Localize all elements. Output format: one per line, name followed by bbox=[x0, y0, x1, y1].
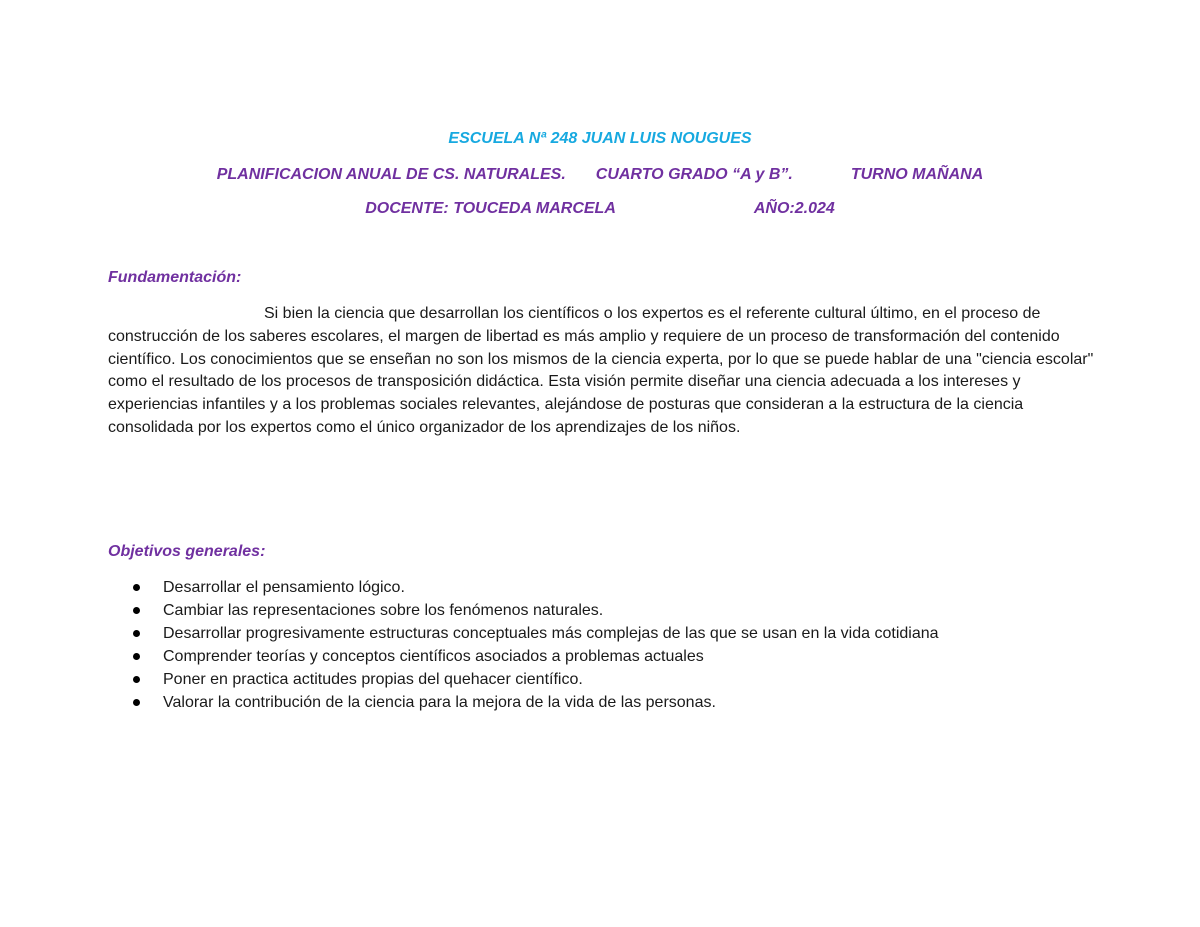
objetivo-text: Desarrollar el pensamiento lógico. bbox=[163, 579, 405, 596]
objetivo-text: Poner en practica actitudes propias del quehacer científico. bbox=[163, 671, 583, 688]
teacher-label: DOCENTE: TOUCEDA MARCELA bbox=[365, 200, 616, 217]
plan-title: PLANIFICACION ANUAL DE CS. NATURALES. bbox=[216, 166, 566, 183]
list-item bbox=[108, 622, 939, 645]
objetivo-text: Valorar la contribución de la ciencia para la mejora de la vida de las personas. bbox=[163, 694, 716, 711]
objetivos-list bbox=[108, 576, 939, 714]
objetivo-text: Desarrollar progresivamente estructuras conceptuales más complejas de las que se usan en la vida cotidiana bbox=[163, 625, 939, 642]
fundamentacion-heading: Fundamentación: bbox=[108, 269, 242, 286]
fundamentacion-paragraph: Si bien la ciencia que desarrollan los científicos o los expertos es el referente cultural último, en el proceso de construcción de los saberes escolares, el margen de libertad es más amplio y requiere de un proceso de transformación del contenido científico. Los conocimientos que se enseñan no son los mismos de la ciencia experta, por lo que se puede hablar de una "ciencia escolar" como el resultado de los procesos de transposición didáctica. Esta visión permite diseñar una ciencia adecuada a los intereses y experiencias infantiles y a los problemas sociales relevantes, alejándose de posturas que consideran a la estructura de la ciencia consolidada por los expertos como el único organizador de los aprendizajes de los niños. bbox=[108, 305, 1094, 436]
teacher-header-line bbox=[0, 200, 1200, 218]
school-title: ESCUELA Nª 248 JUAN LUIS NOUGUES bbox=[448, 130, 752, 147]
list-item bbox=[108, 645, 939, 668]
bullet-icon bbox=[133, 653, 140, 660]
grade-label: CUARTO GRADO “A y B”. bbox=[595, 166, 793, 183]
list-item bbox=[108, 668, 939, 691]
bullet-icon bbox=[133, 584, 140, 591]
bullet-icon bbox=[133, 630, 140, 637]
list-item bbox=[108, 691, 939, 714]
year-label: AÑO:2.024 bbox=[753, 200, 835, 217]
list-item bbox=[108, 576, 939, 599]
objetivo-text: Comprender teorías y conceptos científicos asociados a problemas actuales bbox=[163, 648, 704, 665]
shift-label: TURNO MAÑANA bbox=[850, 166, 984, 183]
bullet-icon bbox=[133, 607, 140, 614]
list-item bbox=[108, 599, 939, 622]
objetivo-text: Cambiar las representaciones sobre los fenómenos naturales. bbox=[163, 602, 604, 619]
bullet-icon bbox=[133, 699, 140, 706]
objetivos-heading: Objetivos generales: bbox=[108, 543, 266, 560]
bullet-icon bbox=[133, 676, 140, 683]
planning-header-line bbox=[0, 166, 1200, 184]
